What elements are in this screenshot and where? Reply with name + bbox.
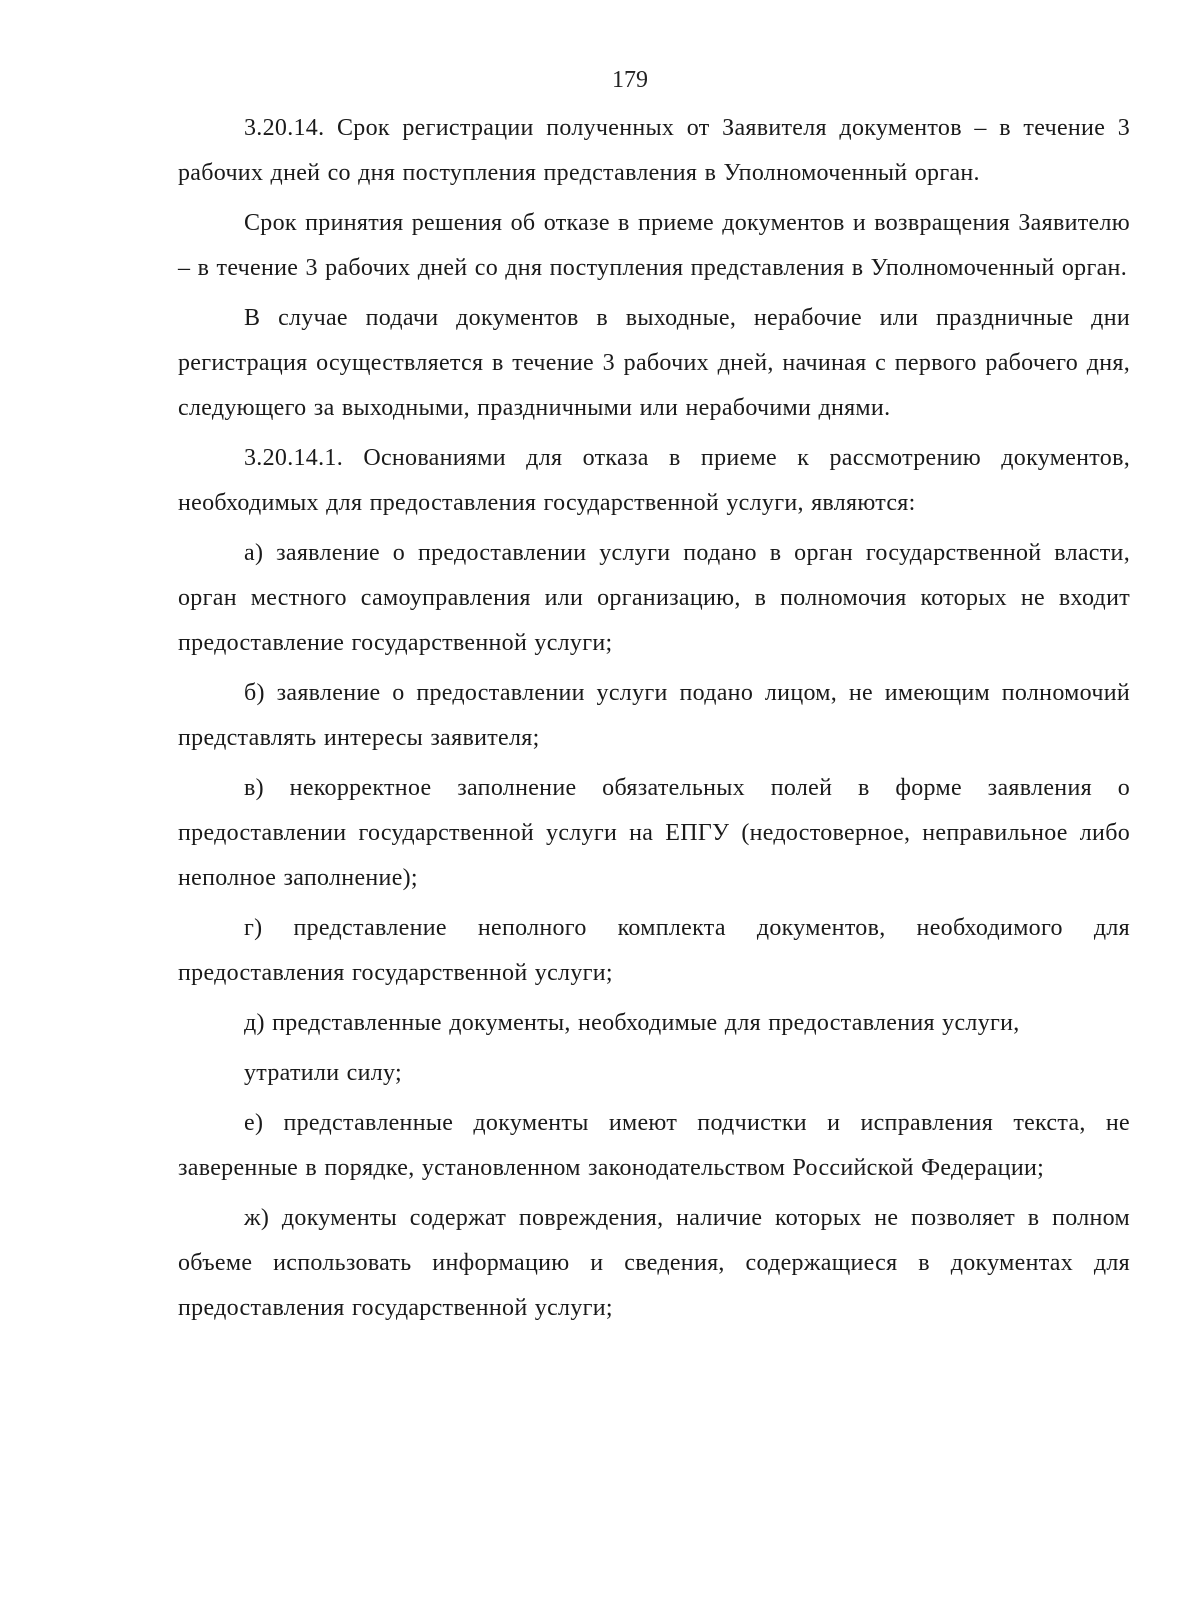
list-item-d-continuation: утратили силу;: [244, 1060, 402, 1086]
list-item-zh: ж) документы содержат повреждения, наличие которых не позволяет в полном объеме использовать информацию и сведения, содержащиеся в документах для предоставления государственной услуги;: [178, 1205, 1130, 1321]
list-item-d: д) представленные документы, необходимые для предоставления услуги,: [244, 1010, 1020, 1036]
list-item-b: б) заявление о предоставлении услуги подано лицом, не имеющим полномочий представлять интересы заявителя;: [178, 680, 1130, 751]
paragraph-holiday-registration: В случае подачи документов в выходные, нерабочие или праздничные дни регистрация осуществляется в течение 3 рабочих дней, начиная с первого рабочего дня, следующего за выходными, праздничными или нерабочими днями.: [178, 305, 1130, 421]
document-body: [178, 106, 1130, 1336]
list-item-a: а) заявление о предоставлении услуги подано в орган государственной власти, орган местного самоуправления или организацию, в полномочия которых не входит предоставление государственной услуги;: [178, 540, 1130, 656]
paragraph-registration-term: 3.20.14. Срок регистрации полученных от Заявителя документов – в течение 3 рабочих дней со дня поступления представления в Уполномоченный орган.: [178, 115, 1130, 186]
paragraph-refusal-grounds-heading: 3.20.14.1. Основаниями для отказа в приеме к рассмотрению документов, необходимых для предоставления государственной услуги, являются:: [178, 445, 1130, 516]
list-item-e: е) представленные документы имеют подчистки и исправления текста, не заверенные в порядке, установленном законодательством Российской Федерации;: [178, 1110, 1130, 1181]
paragraph-refusal-decision-term: Срок принятия решения об отказе в приеме документов и возвращения Заявителю – в течение 3 рабочих дней со дня поступления представления в Уполномоченный орган.: [178, 210, 1130, 281]
list-item-v: в) некорректное заполнение обязательных полей в форме заявления о предоставлении государственной услуги на ЕПГУ (недостоверное, неправильное либо неполное заполнение);: [178, 775, 1130, 891]
list-item-g: г) представление неполного комплекта документов, необходимого для предоставления государственной услуги;: [178, 915, 1130, 986]
page-number: 179: [612, 67, 648, 93]
